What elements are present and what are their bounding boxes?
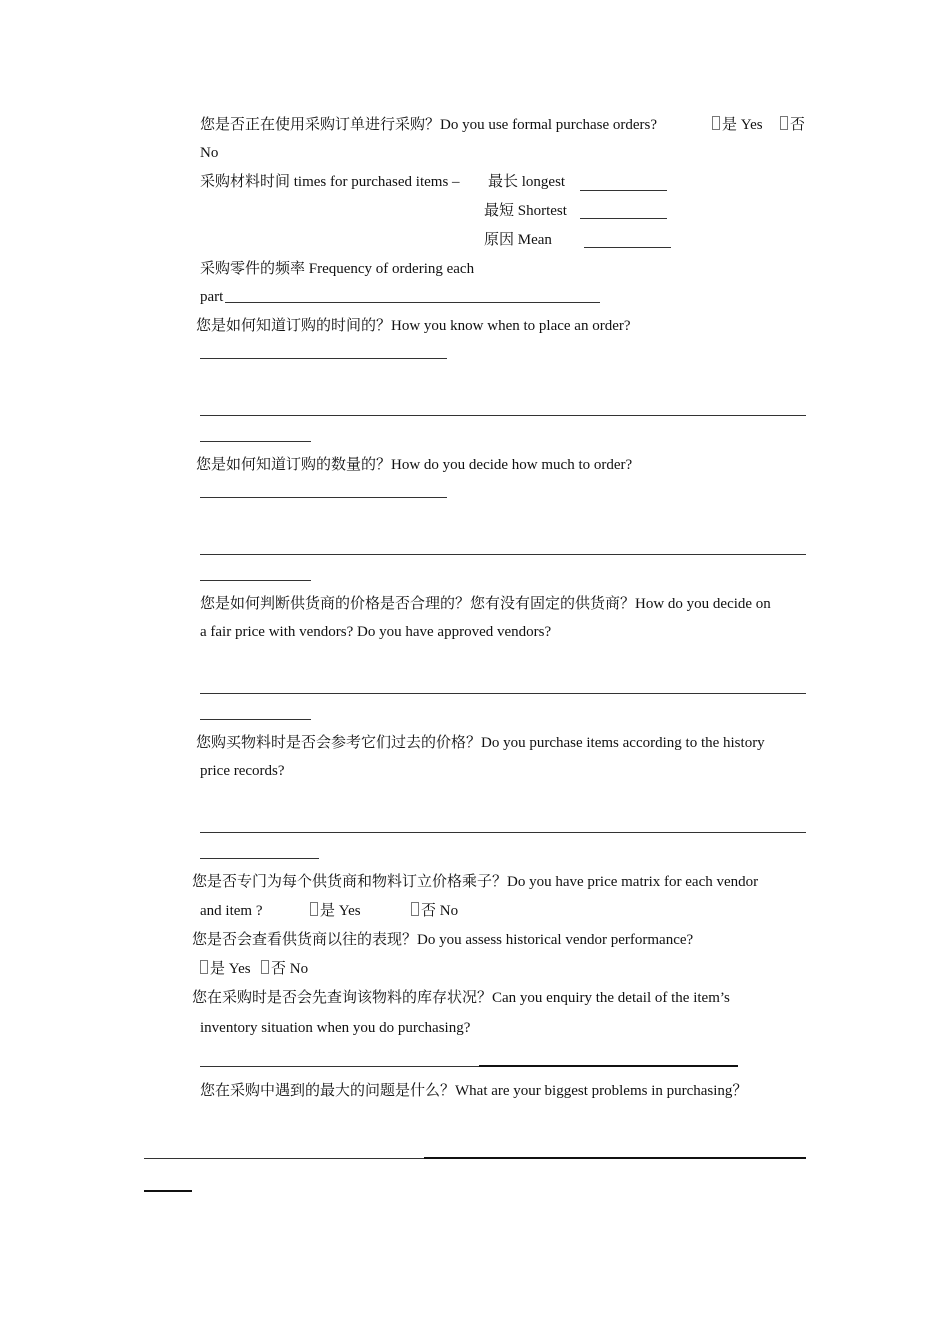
- q4-question: 您是如何知道订购的时间的？How you know when to place an order?: [196, 318, 631, 334]
- q5-answer-line-2[interactable]: [200, 554, 806, 555]
- checkbox-icon: [712, 116, 720, 130]
- q8-yes-option[interactable]: [310, 902, 361, 920]
- q6-answer-line-1[interactable]: [200, 693, 806, 694]
- q10-answer-line-a[interactable]: [200, 1066, 479, 1067]
- q8-question-line1: 您是否专门为每个供货商和物料订立价格乘子？Do you have price matrix for each vendor: [192, 874, 759, 890]
- q1-no-label-a: 否: [790, 117, 806, 133]
- q3-answer-field[interactable]: [225, 302, 600, 303]
- q4-answer-line-2[interactable]: [200, 415, 806, 416]
- q9-yes-option[interactable]: [200, 960, 251, 978]
- q5-answer-line-1[interactable]: [200, 497, 447, 498]
- q8-yes-label: 是 Yes: [320, 903, 361, 919]
- q2-mean-field[interactable]: [584, 247, 671, 248]
- q2-shortest-field[interactable]: [580, 218, 667, 219]
- q10-question-line2: inventory situation when you do purchasing?: [200, 1020, 471, 1036]
- q1-no-option[interactable]: [780, 116, 805, 134]
- q9-no-label: 否 No: [271, 961, 309, 977]
- q2-shortest-label: 最短 Shortest: [484, 203, 567, 219]
- q7-question-line1: 您购买物料时是否会参考它们过去的价格？Do you purchase items according to the history: [196, 735, 765, 751]
- checkbox-icon: [261, 960, 269, 974]
- q2-mean-label: 原因 Mean: [484, 232, 552, 248]
- q2-longest-label: 最长 longest: [488, 174, 566, 190]
- q5-answer-line-3[interactable]: [200, 580, 311, 581]
- q11-answer-line-b[interactable]: [424, 1157, 806, 1159]
- checkbox-icon: [310, 902, 318, 916]
- q9-yes-label: 是 Yes: [210, 961, 251, 977]
- q6-question-line1: 您是如何判断供货商的价格是否合理的？您有没有固定的供货商？How do you decide on: [200, 596, 771, 612]
- q3-question-line2: part: [200, 289, 224, 305]
- q1-no-label-b: No: [200, 145, 219, 161]
- q7-question-line2: price records?: [200, 763, 285, 779]
- q6-question-line2: a fair price with vendors? Do you have approved vendors?: [200, 624, 552, 640]
- q8-question-line2: and item ?: [200, 903, 263, 919]
- q5-question: 您是如何知道订购的数量的？How do you decide how much to order?: [196, 457, 633, 473]
- checkbox-icon: [411, 902, 419, 916]
- q6-answer-line-2[interactable]: [200, 719, 311, 720]
- q8-no-label: 否 No: [421, 903, 459, 919]
- checkbox-icon: [200, 960, 208, 974]
- q10-answer-line-b[interactable]: [479, 1065, 738, 1067]
- q8-no-option[interactable]: [411, 902, 458, 920]
- q9-no-option[interactable]: [261, 960, 308, 978]
- q7-answer-line-2[interactable]: [200, 858, 319, 859]
- q9-question: 您是否会查看供货商以往的表现？Do you assess historical vendor performance?: [192, 932, 694, 948]
- checkbox-icon: [780, 116, 788, 130]
- q11-question: 您在采购中遇到的最大的问题是什么？What are your biggest problems in purchasing？: [200, 1083, 748, 1099]
- q10-question-line1: 您在采购时是否会先查询该物料的库存状况？Can you enquiry the detail of the item’s: [192, 990, 730, 1006]
- q2-longest-field[interactable]: [580, 190, 667, 191]
- q4-answer-line-1[interactable]: [200, 358, 447, 359]
- q11-answer-line-a[interactable]: [144, 1158, 424, 1159]
- q4-answer-line-3[interactable]: [200, 441, 311, 442]
- q1-question: 您是否正在使用采购订单进行采购？Do you use formal purchase orders?: [200, 117, 658, 133]
- q1-yes-option[interactable]: [712, 116, 763, 134]
- q2-question: 采购材料时间 times for purchased items –: [200, 174, 460, 190]
- q3-question-line1: 采购零件的频率 Frequency of ordering each: [200, 261, 475, 277]
- q11-answer-line-c[interactable]: [144, 1190, 192, 1192]
- q1-yes-label: 是 Yes: [722, 117, 763, 133]
- q7-answer-line-1[interactable]: [200, 832, 806, 833]
